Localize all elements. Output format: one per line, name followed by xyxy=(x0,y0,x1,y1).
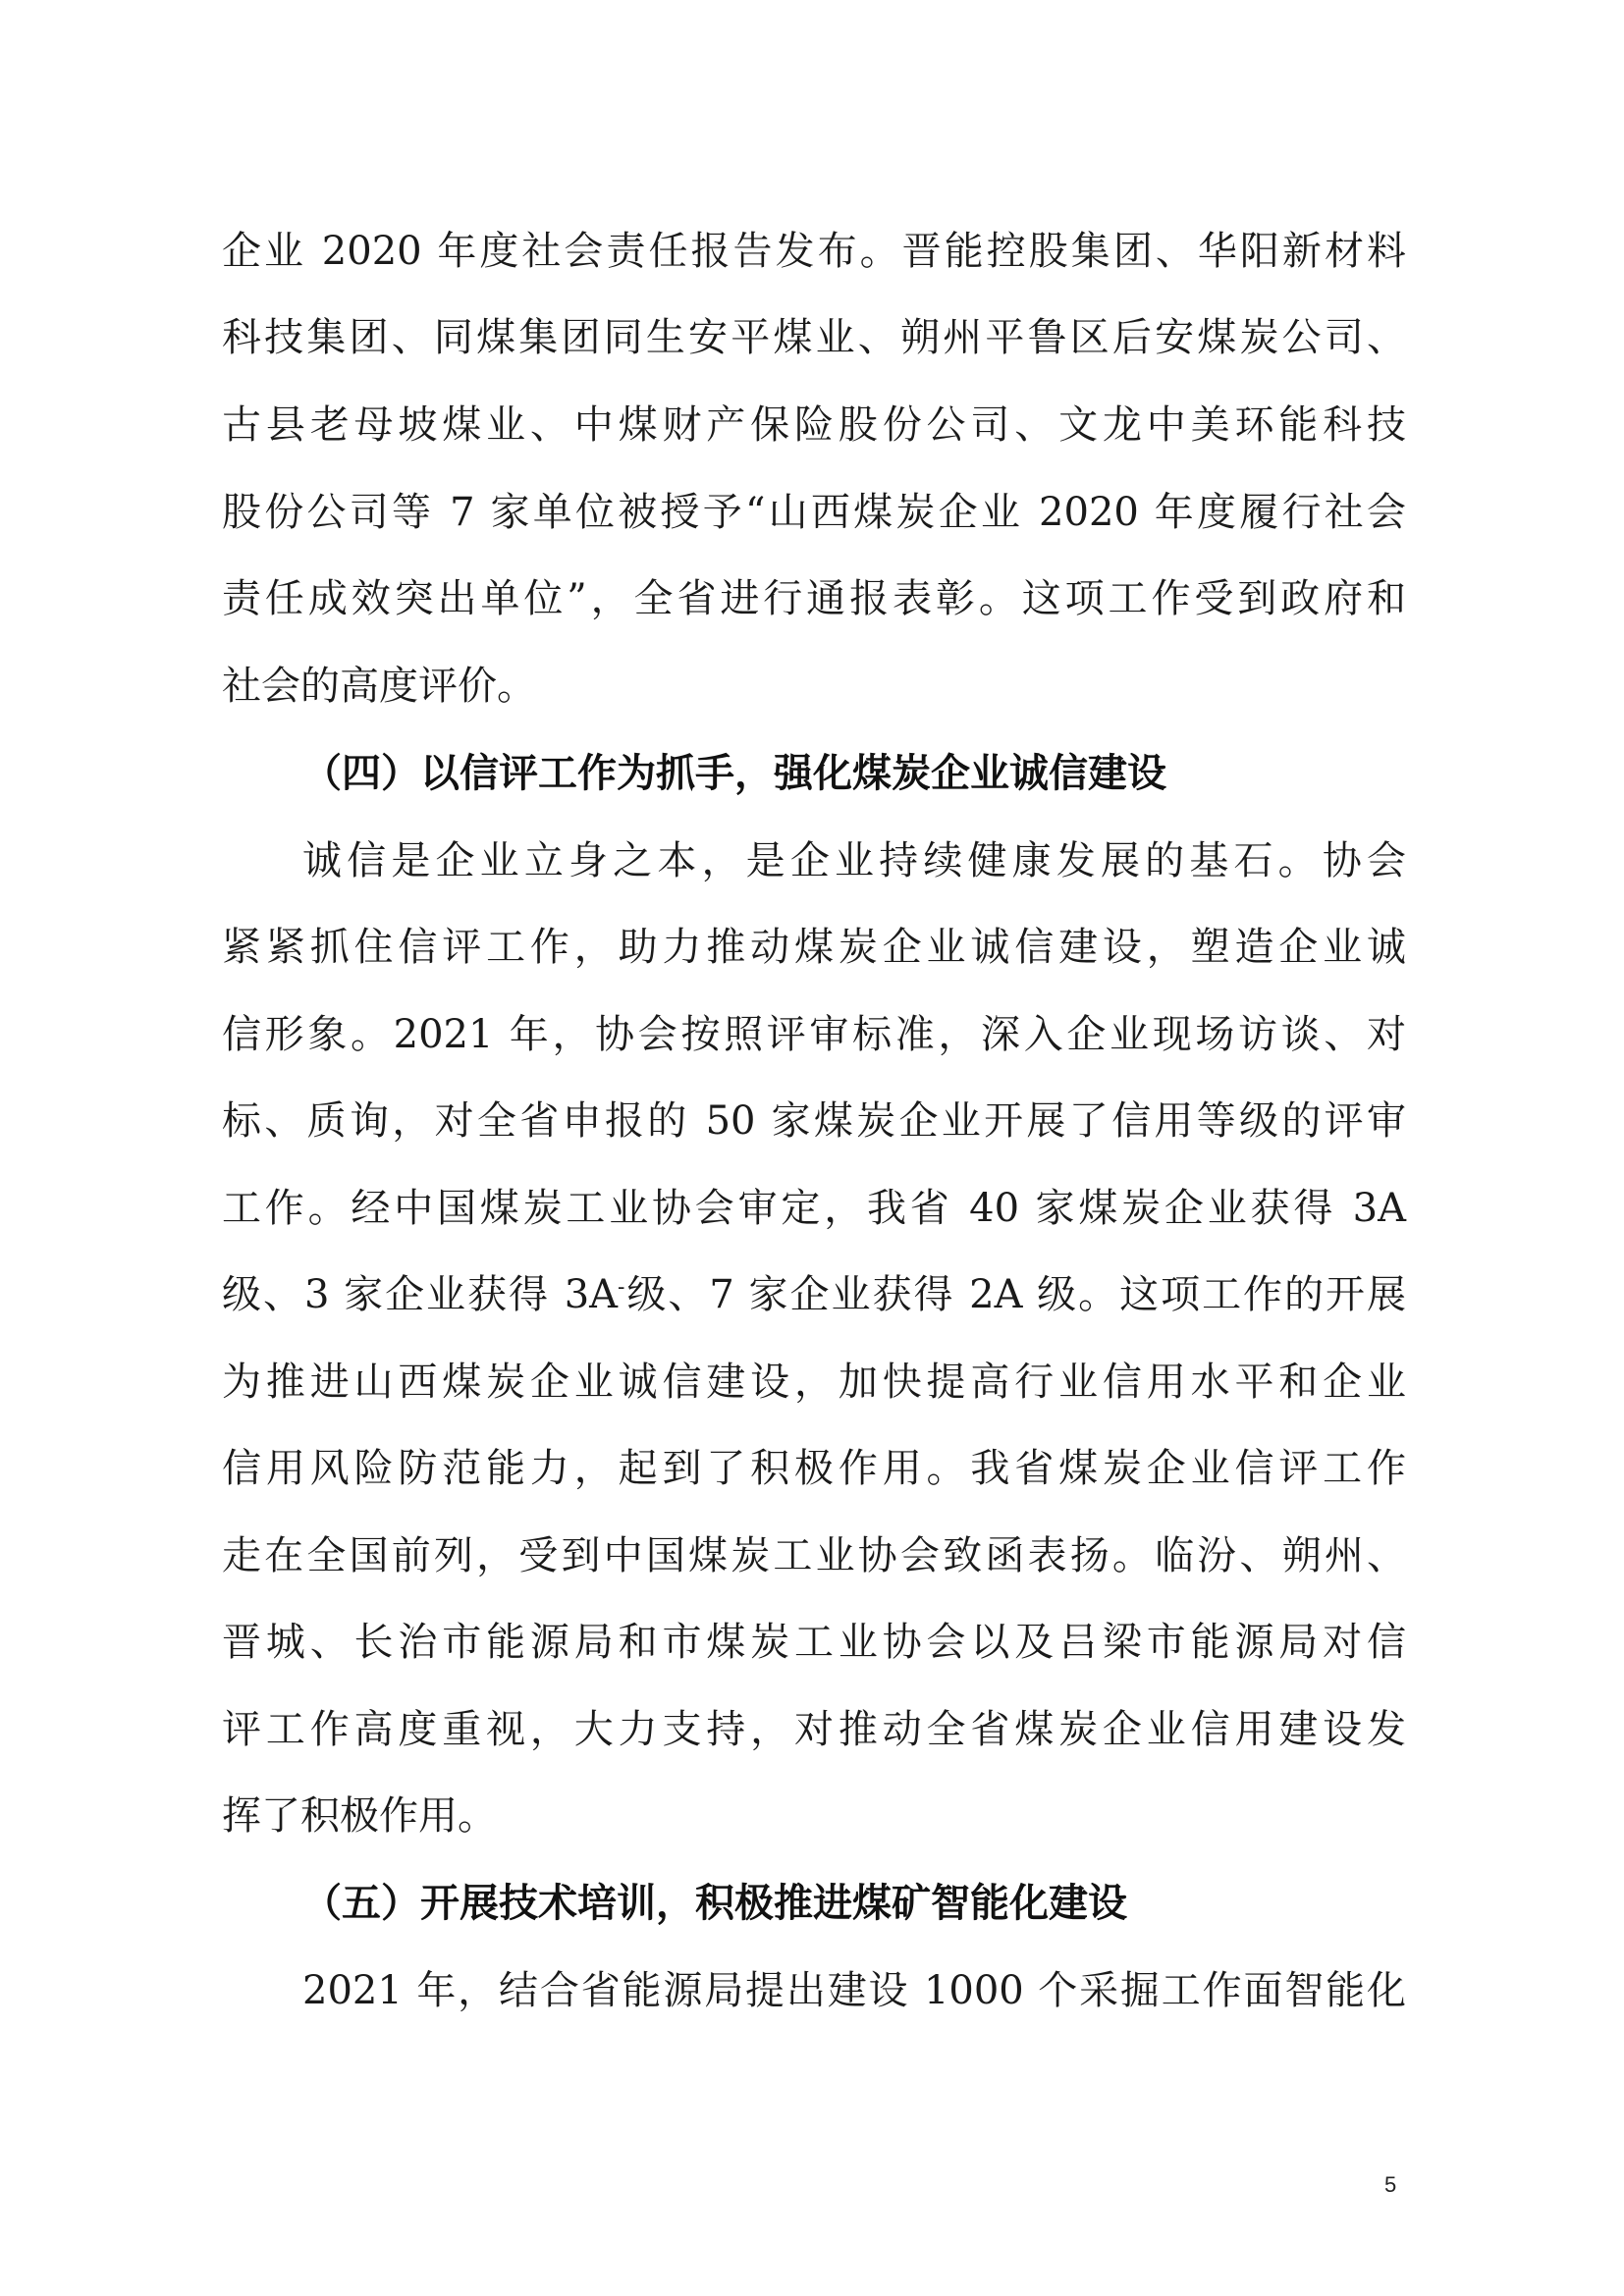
paragraph-line: 古县老母坡煤业、中煤财产保险股份公司、文龙中美环能科技 xyxy=(222,402,1406,448)
paragraph-line: 诚信是企业立身之本，是企业持续健康发展的基石。协会 xyxy=(302,838,1406,883)
superscript-minus: - xyxy=(618,1275,625,1300)
paragraph-line: 为推进山西煤炭企业诚信建设，加快提高行业信用水平和企业 xyxy=(222,1360,1406,1405)
paragraph-line: 信形象。2021 年，协会按照评审标准，深入企业现场访谈、对 xyxy=(222,1012,1406,1057)
paragraph-line: 挥了积极作用。 xyxy=(222,1793,497,1839)
line-text: 级、7 家企业获得 2A 级。这项工作的开展 xyxy=(624,1272,1406,1317)
paragraph-line: 社会的高度评价。 xyxy=(222,664,536,709)
paragraph-line: 责任成效突出单位”，全省进行通报表彰。这项工作受到政府和 xyxy=(222,576,1406,621)
paragraph-line xyxy=(222,1272,1406,1317)
paragraph-line: 评工作高度重视，大力支持，对推动全省煤炭企业信用建设发 xyxy=(222,1707,1406,1752)
paragraph-line: 企业 2020 年度社会责任报告发布。晋能控股集团、华阳新材料 xyxy=(222,229,1406,274)
paragraph-line: 走在全国前列，受到中国煤炭工业协会致函表扬。临汾、朔州、 xyxy=(222,1533,1406,1578)
paragraph-line: 工作。经中国煤炭工业协会审定，我省 40 家煤炭企业获得 3A xyxy=(222,1186,1406,1231)
section-heading-4: （四）以信评工作为抓手，强化煤炭企业诚信建设 xyxy=(302,751,1166,796)
page-number: 5 xyxy=(1384,2172,1397,2197)
paragraph-line: 信用风险防范能力，起到了积极作用。我省煤炭企业信评工作 xyxy=(222,1446,1406,1491)
paragraph-line: 股份公司等 7 家单位被授予“山西煤炭企业 2020 年度履行社会 xyxy=(222,490,1406,535)
section-heading-5: （五）开展技术培训，积极推进煤矿智能化建设 xyxy=(302,1881,1127,1926)
paragraph-line: 紧紧抓住信评工作，助力推动煤炭企业诚信建设，塑造企业诚 xyxy=(222,925,1406,970)
line-text: 级、3 家企业获得 3A xyxy=(222,1272,619,1317)
paragraph-line: 标、质询，对全省申报的 50 家煤炭企业开展了信用等级的评审 xyxy=(222,1098,1406,1144)
paragraph-line: 科技集团、同煤集团同生安平煤业、朔州平鲁区后安煤炭公司、 xyxy=(222,315,1406,360)
paragraph-line: 晋城、长治市能源局和市煤炭工业协会以及吕梁市能源局对信 xyxy=(222,1620,1406,1665)
paragraph-line: 2021 年，结合省能源局提出建设 1000 个采掘工作面智能化 xyxy=(302,1968,1406,2013)
